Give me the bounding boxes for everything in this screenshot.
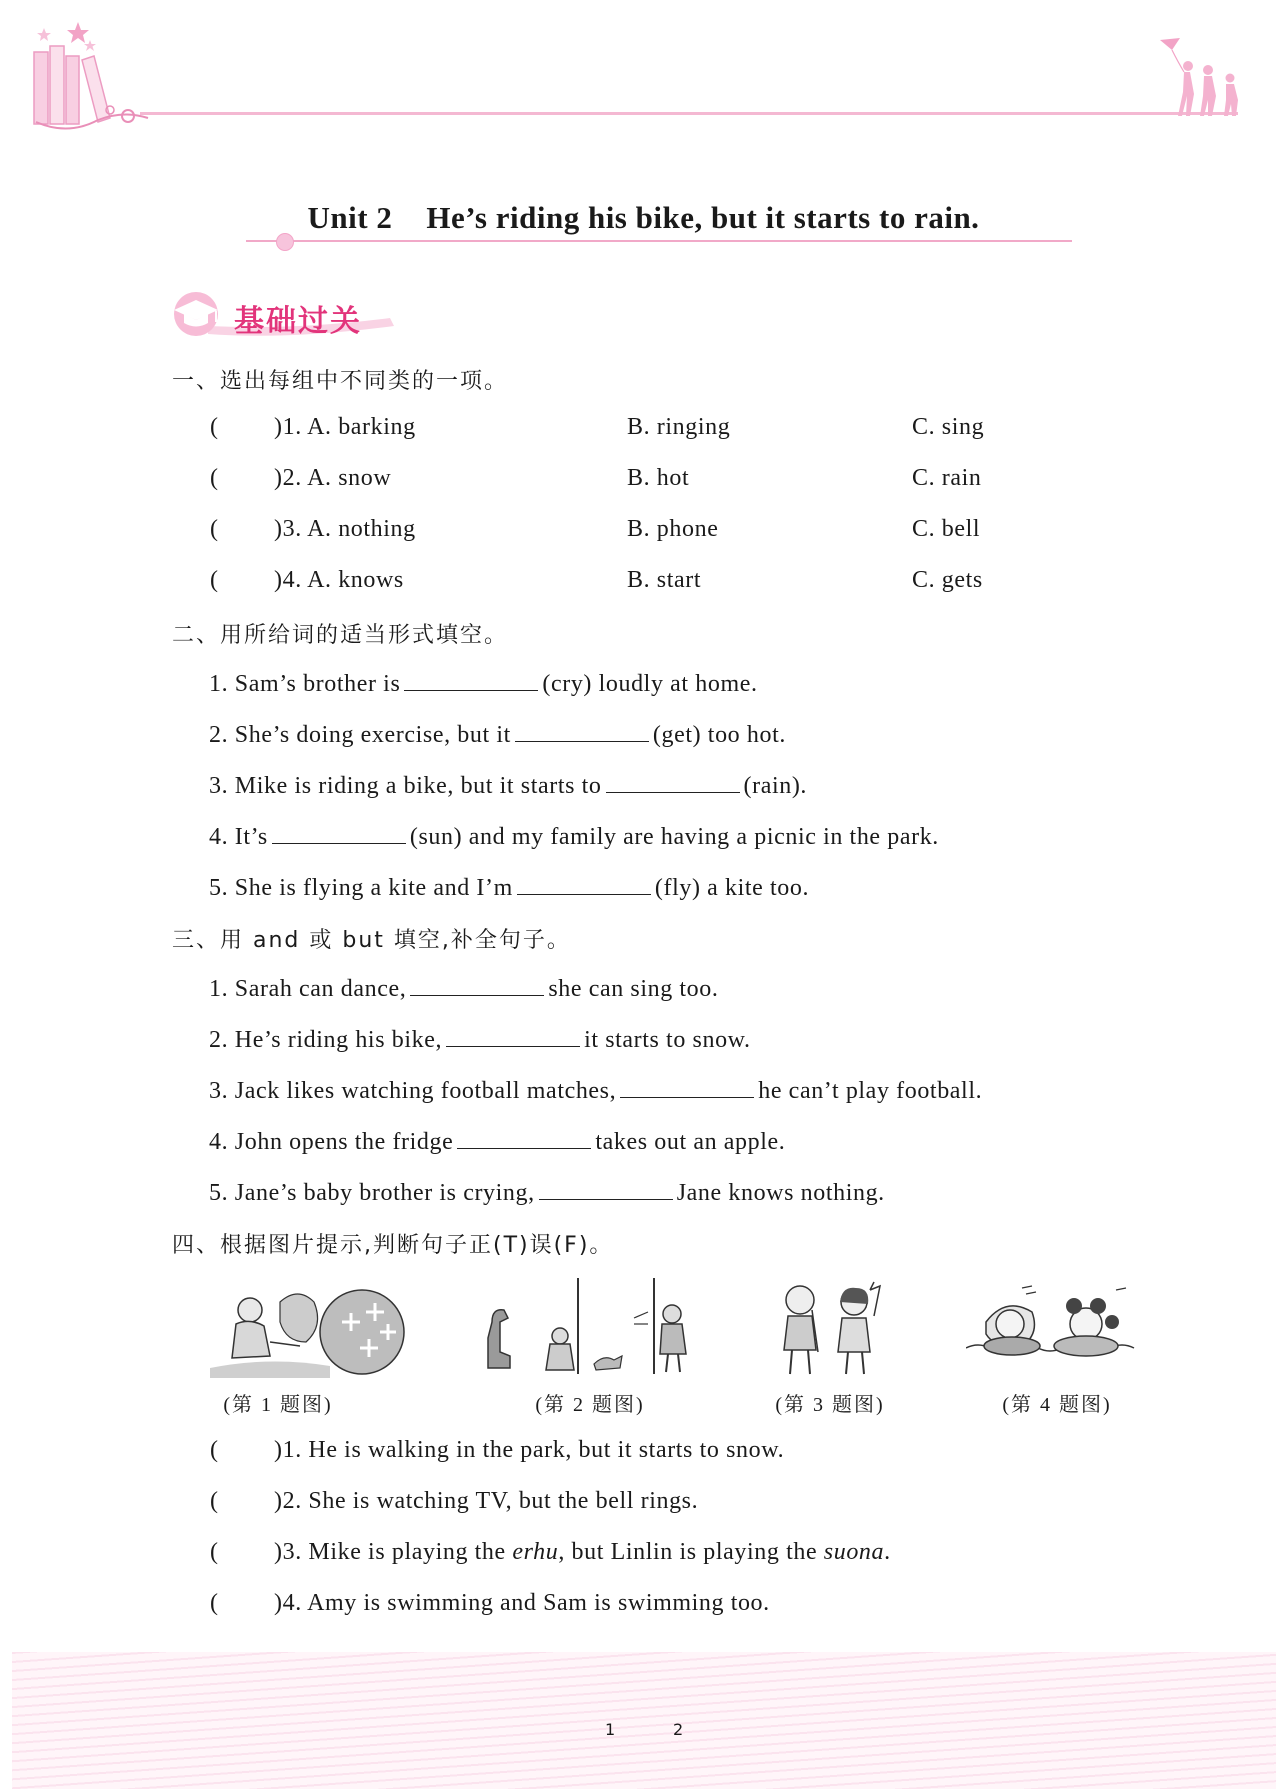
list-item (209, 719, 786, 749)
statement-part: , but Linlin is playing the (558, 1539, 824, 1565)
statement-part: . (884, 1539, 891, 1565)
list-item (209, 1177, 885, 1207)
sentence-start: 2. She’s doing exercise, but it (209, 722, 511, 748)
answer-paren[interactable]: ( (210, 1437, 218, 1463)
picture-caption-1: (第 1 题图) (223, 1394, 333, 1416)
section2-heading: 二、用所给词的适当形式填空。 (172, 623, 509, 648)
sentence-start: 3. Jack likes watching football matches, (209, 1078, 617, 1104)
list-item (209, 668, 758, 698)
option-b: B. phone (627, 516, 719, 542)
sentence-start: 1. Sarah can dance, (209, 976, 407, 1002)
option-c: C. rain (912, 465, 982, 491)
statement-italic: erhu (512, 1539, 559, 1565)
answer-paren[interactable]: ( (210, 1488, 218, 1514)
sentence-start: 3. Mike is riding a bike, but it starts to (209, 773, 602, 799)
statement-text: )4. Amy is swimming and Sam is swimming too. (274, 1590, 770, 1616)
unit-title-text: He’s riding his bike, but it starts to rain. (426, 200, 980, 235)
statement-text: )1. He is walking in the park, but it starts to snow. (274, 1437, 785, 1463)
picture-1-snow-park (210, 1282, 405, 1378)
answer-blank[interactable] (515, 719, 649, 742)
page-number-left: 1 (605, 1720, 616, 1739)
picture-3-instruments (770, 1280, 890, 1378)
section-badge-label: 基础过关 (234, 304, 362, 339)
title-dot-icon (276, 233, 294, 251)
list-item (209, 973, 719, 1003)
section1-heading: 一、选出每组中不同类的一项。 (172, 369, 509, 394)
statement-text: )2. She is watching TV, but the bell rings. (274, 1488, 699, 1514)
answer-paren[interactable]: ( (210, 414, 218, 440)
list-item (209, 821, 939, 851)
picture-2-bell-rings (482, 1278, 694, 1378)
answer-blank[interactable] (539, 1177, 673, 1200)
sentence-end: (rain). (743, 773, 808, 799)
list-item (209, 1024, 751, 1054)
answer-blank[interactable] (517, 872, 651, 895)
list-item (209, 1075, 982, 1105)
section3-heading: 三、用 and 或 but 填空,补全句子。 (172, 928, 571, 953)
answer-blank[interactable] (457, 1126, 591, 1149)
sentence-end: (fly) a kite too. (654, 875, 810, 901)
option-b: B. hot (627, 465, 690, 491)
list-item (209, 1126, 785, 1156)
sentence-end: he can’t play football. (758, 1078, 983, 1104)
page-number-right: 2 (673, 1720, 684, 1739)
option-a: )1. A. barking (274, 414, 416, 440)
sentence-start: 5. Jane’s baby brother is crying, (209, 1180, 535, 1206)
header-divider (140, 112, 1238, 115)
children-kite-icon (1150, 36, 1250, 118)
sentence-end: (get) too hot. (652, 722, 786, 748)
sentence-end: she can sing too. (548, 976, 719, 1002)
answer-blank[interactable] (606, 770, 740, 793)
sentence-end: (sun) and my family are having a picnic in the park. (409, 824, 939, 850)
option-c: C. bell (912, 516, 981, 542)
sentence-start: 4. John opens the fridge (209, 1129, 454, 1155)
answer-paren[interactable]: ( (210, 1539, 218, 1565)
statement-text (274, 1539, 891, 1566)
answer-paren[interactable]: ( (210, 465, 218, 491)
answer-paren[interactable]: ( (210, 1590, 218, 1616)
answer-blank[interactable] (620, 1075, 754, 1098)
picture-4-swimming (966, 1282, 1144, 1378)
option-c: C. gets (912, 567, 983, 593)
option-a: )3. A. nothing (274, 516, 416, 542)
sentence-start: 2. He’s riding his bike, (209, 1027, 443, 1053)
sentence-start: 4. It’s (209, 824, 268, 850)
answer-paren[interactable]: ( (210, 567, 218, 593)
answer-blank[interactable] (410, 973, 544, 996)
statement-part: )3. Mike is playing the (274, 1539, 513, 1565)
picture-caption-3: (第 3 题图) (775, 1394, 885, 1416)
footer-band (12, 1652, 1276, 1789)
option-c: C. sing (912, 414, 985, 440)
option-a: )4. A. knows (274, 567, 404, 593)
option-b: B. start (627, 567, 702, 593)
statement-italic: suona (823, 1539, 885, 1565)
books-logo-icon (28, 18, 158, 133)
option-a: )2. A. snow (274, 465, 392, 491)
section4-heading: 四、根据图片提示,判断句子正(T)误(F)。 (172, 1233, 614, 1258)
sentence-start: 1. Sam’s brother is (209, 671, 401, 697)
answer-blank[interactable] (272, 821, 406, 844)
sentence-end: it starts to snow. (584, 1027, 751, 1053)
picture-caption-4: (第 4 题图) (1002, 1394, 1112, 1416)
unit-title (0, 200, 1287, 236)
title-underline (246, 240, 1072, 242)
answer-paren[interactable]: ( (210, 516, 218, 542)
sentence-end: Jane knows nothing. (676, 1180, 885, 1206)
option-b: B. ringing (627, 414, 731, 440)
sentence-start: 5. She is flying a kite and I’m (209, 875, 513, 901)
answer-blank[interactable] (404, 668, 538, 691)
list-item (209, 872, 809, 902)
picture-caption-2: (第 2 题图) (535, 1394, 645, 1416)
answer-blank[interactable] (446, 1024, 580, 1047)
sentence-end: (cry) loudly at home. (542, 671, 758, 697)
sentence-end: takes out an apple. (595, 1129, 786, 1155)
list-item (209, 770, 807, 800)
unit-number: Unit 2 (307, 200, 393, 235)
